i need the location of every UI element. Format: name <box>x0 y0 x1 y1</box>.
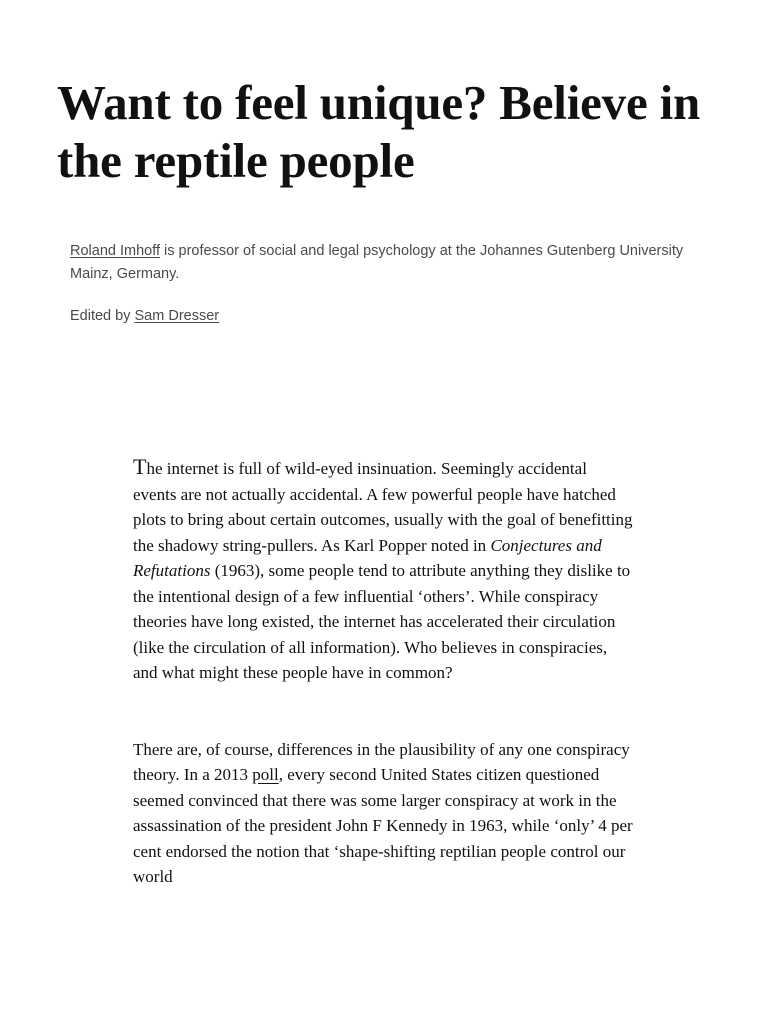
editor-line <box>70 305 690 328</box>
author-bio <box>70 240 690 286</box>
book-title: Conjectures and Refutations <box>133 535 602 580</box>
drop-cap: T <box>133 454 147 479</box>
author-bio-text: is professor of social and legal psychology at the Johannes Gutenberg University Mainz, Germany. <box>70 243 684 282</box>
article-body <box>133 454 633 890</box>
paragraph-2 <box>133 737 633 890</box>
article-byline <box>70 240 690 328</box>
paragraph-2-text-b: , every second United States citizen questioned seemed convinced that there was some larger conspiracy at work in the assassination of the president John F Kennedy in 1963, while ‘only’ 4 per cent endorsed the notion that ‘shape-shifting reptilian people control our world <box>133 765 633 886</box>
editor-link[interactable]: Sam Dresser <box>134 308 220 324</box>
poll-link[interactable]: poll <box>252 765 279 784</box>
paragraph-2-text-a: There are, of course, differences in the plausibility of any one conspiracy theory. In a 2013 <box>133 739 630 784</box>
paragraph-1-text-b: (1963), some people tend to attribute anything they dislike to the intentional design of a few influential ‘others’. While conspiracy theories have long existed, the internet has accelerated their circulation (like the circulation of all information). Who believes in conspiracies, and what might these people have in common? <box>133 561 631 682</box>
paragraph-1 <box>133 454 633 686</box>
paragraph-1-text-a: he internet is full of wild-eyed insinuation. Seemingly accidental events are not actually accidental. A few powerful people have hatched plots to bring about certain outcomes, usually with the goal of benefitting the shadowy string-pullers. As Karl Popper noted in <box>133 459 633 555</box>
article-headline: Want to feel unique? Believe in the reptile people <box>57 75 701 188</box>
editor-prefix: Edited by <box>70 308 135 324</box>
author-link[interactable]: Roland Imhoff <box>70 243 161 259</box>
